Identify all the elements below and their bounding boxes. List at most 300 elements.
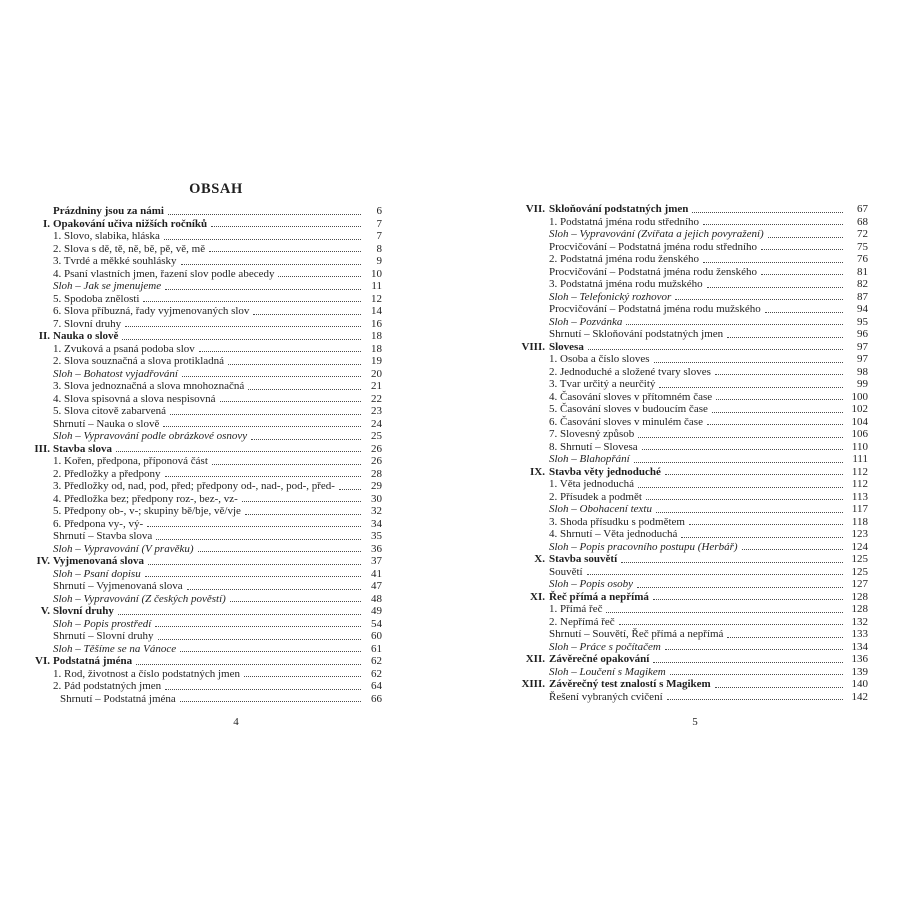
dot-leader [253, 314, 361, 315]
toc-entry [30, 218, 382, 231]
toc-entry-page: 54 [371, 617, 382, 630]
toc-entry [513, 328, 868, 341]
toc-title: OBSAH [189, 181, 243, 197]
dot-leader [659, 387, 843, 388]
dot-leader [165, 689, 361, 690]
dot-leader [653, 599, 843, 600]
toc-entry-text: Skloňování podstatných jmen [549, 203, 689, 215]
toc-entry-text: 3. Tvar určitý a neurčitý [549, 378, 656, 390]
toc-entry-page: 6 [376, 205, 382, 217]
toc-entry-page: 134 [851, 640, 868, 653]
toc-entry-text: 5. Spodoba znělosti [53, 292, 140, 305]
dot-leader [626, 324, 843, 325]
toc-entry-text: 4. Časování sloves v přítomném čase [549, 390, 713, 403]
toc-entry-page: 32 [371, 505, 382, 517]
dot-leader [621, 562, 843, 563]
toc-entry [30, 243, 382, 256]
dot-leader [667, 699, 843, 700]
toc-entry [513, 278, 868, 291]
toc-entry [513, 541, 868, 554]
toc-entry-text: 5. Předpony ob-, v-; skupiny bě/bje, vě/vje [53, 505, 241, 517]
dot-leader [646, 499, 843, 500]
toc-entry-text: 2. Předložky a předpony [53, 467, 161, 480]
toc-entry-page: 113 [851, 490, 868, 503]
dot-leader [692, 212, 843, 213]
dot-leader [211, 226, 361, 227]
toc-entry-page: 28 [371, 467, 382, 480]
toc-entry-roman-numeral: V. [40, 605, 50, 617]
toc-entry-roman-numeral: X. [534, 553, 545, 565]
toc-entry-page: 62 [371, 655, 382, 667]
toc-entry [30, 418, 382, 431]
dot-leader [727, 337, 843, 338]
toc-entry-roman-numeral: XI. [530, 590, 545, 603]
toc-entry-text: Sloh – Loučení s Magikem [549, 665, 666, 678]
dot-leader [707, 287, 843, 288]
toc-entry-text: 3. Podstatná jména rodu mužského [549, 278, 703, 290]
dot-leader [158, 639, 361, 640]
toc-entry [513, 616, 868, 629]
toc-entry-page: 140 [851, 678, 868, 690]
dot-leader [712, 412, 843, 413]
dot-leader [715, 374, 843, 375]
toc-entry-text: Souvětí [549, 565, 583, 578]
toc-entry [30, 355, 382, 368]
toc-entry-page: 25 [371, 430, 382, 442]
toc-entry-page: 8 [376, 242, 382, 255]
toc-entry-page: 97 [857, 353, 868, 365]
toc-entry-text: Nauka o slově [53, 330, 119, 342]
toc-entry [30, 493, 382, 506]
toc-entry-text: 2. Podstatná jména rodu ženského [549, 253, 699, 265]
toc-entry-text: Prázdniny jsou za námi [53, 205, 164, 217]
toc-entry [513, 391, 868, 404]
dot-leader [689, 524, 843, 525]
toc-entry [30, 693, 382, 706]
toc-entry-page: 36 [371, 542, 382, 555]
toc-entry [513, 591, 868, 604]
toc-entry-page: 125 [851, 565, 868, 578]
toc-entry [513, 578, 868, 591]
toc-entry [513, 428, 868, 441]
dot-leader [209, 251, 361, 252]
toc-entry-text: 1. Věta jednoduchá [549, 478, 635, 490]
toc-entry-page: 14 [371, 305, 382, 317]
toc-entry-text: Podstatná jména [53, 655, 133, 667]
toc-entry-text: Sloh – Vypravování (Zvířata a jejich povyražení) [549, 228, 764, 240]
dot-leader [703, 262, 843, 263]
toc-entry [30, 630, 382, 643]
toc-entry [30, 268, 382, 281]
toc-entry-text: Shrnutí – Podstatná jména [60, 692, 176, 705]
toc-entry-text: Sloh – Blahopřání [549, 453, 630, 465]
dot-leader [278, 276, 361, 277]
toc-entry-page: 94 [857, 303, 868, 315]
toc-entry-text: Vyjmenovaná slova [53, 555, 144, 567]
toc-entry [30, 455, 382, 468]
toc-entry [513, 291, 868, 304]
toc-entry-page: 62 [371, 667, 382, 680]
toc-entry-text: Sloh – Obohacení textu [549, 503, 652, 515]
toc-entry [30, 668, 382, 681]
toc-entry [30, 680, 382, 693]
dot-leader [765, 312, 843, 313]
toc-entry [513, 691, 868, 704]
dot-leader [665, 474, 843, 475]
dot-leader [244, 676, 361, 677]
toc-entry [30, 480, 382, 493]
dot-leader [703, 224, 843, 225]
toc-entry-page: 110 [851, 440, 868, 453]
toc-entry-page: 76 [857, 253, 868, 265]
dot-leader [619, 624, 843, 625]
toc-entry [513, 466, 868, 479]
dot-leader [707, 424, 843, 425]
toc-entry-page: 82 [857, 278, 868, 290]
dot-leader [165, 289, 361, 290]
toc-entry-text: Procvičování – Podstatná jména rodu středního [549, 240, 758, 253]
toc-entry-page: 10 [371, 267, 382, 280]
toc-entry-page: 30 [371, 492, 382, 505]
toc-entry [513, 566, 868, 579]
page-number: 5 [692, 716, 698, 728]
toc-entry-text: 1. Kořen, předpona, příponová část [53, 455, 208, 467]
toc-entry-text: 6. Slova příbuzná, řady vyjmenovaných slov [53, 305, 250, 317]
toc-entry-page: 75 [857, 240, 868, 253]
toc-entry-page: 7 [376, 230, 382, 242]
toc-entry-page: 106 [851, 428, 868, 440]
toc-entry [30, 605, 382, 618]
toc-entry [513, 353, 868, 366]
dot-leader [761, 274, 843, 275]
toc-entry-text: Závěrečné opakování [549, 653, 650, 665]
toc-entry [30, 580, 382, 593]
toc-entry-text: Shrnutí – Souvětí, Řeč přímá a nepřímá [549, 628, 724, 640]
dot-leader [156, 539, 361, 540]
toc-entry-text: Sloh – Pozvánka [549, 315, 623, 328]
toc-entry-page: 99 [857, 378, 868, 390]
toc-entry [513, 628, 868, 641]
toc-entry-text: Stavba souvětí [549, 553, 618, 565]
toc-entry-text: Sloh – Popis pracovního postupu (Herbář) [549, 540, 738, 553]
toc-page-right [513, 203, 868, 703]
toc-entry-roman-numeral: VIII. [521, 340, 545, 353]
toc-entry-page: 41 [371, 567, 382, 580]
toc-entry [513, 303, 868, 316]
toc-entry-roman-numeral: I. [42, 217, 50, 230]
dot-leader [164, 239, 361, 240]
dot-leader [242, 501, 361, 502]
toc-entry [513, 478, 868, 491]
toc-entry-text: 2. Nepřímá řeč [549, 615, 615, 628]
toc-entry-page: 60 [371, 630, 382, 642]
dot-leader [761, 249, 843, 250]
dot-leader [148, 564, 361, 565]
dot-leader [230, 601, 361, 602]
toc-entry-page: 16 [371, 317, 382, 330]
toc-entry-page: 136 [851, 653, 868, 665]
dot-leader [136, 664, 361, 665]
toc-entry [513, 528, 868, 541]
toc-entry [513, 228, 868, 241]
dot-leader [638, 487, 843, 488]
toc-entry-page: 142 [851, 690, 868, 703]
dot-leader [118, 614, 361, 615]
toc-entry-text: Sloh – Jak se jmenujeme [53, 280, 162, 292]
toc-entry-text: 3. Shoda přísudku s podmětem [549, 515, 685, 528]
dot-leader [125, 326, 361, 327]
toc-entry [30, 205, 382, 218]
toc-entry-text: Slovní druhy [53, 605, 114, 617]
dot-leader [727, 637, 843, 638]
toc-entry [30, 505, 382, 518]
toc-entry [30, 368, 382, 381]
toc-entry [30, 318, 382, 331]
dot-leader [155, 626, 361, 627]
toc-entry-text: 1. Přímá řeč [549, 603, 603, 615]
toc-entry-text: Shrnutí – Stavba slova [53, 530, 153, 542]
toc-list [30, 205, 382, 705]
toc-entry-roman-numeral: VI. [35, 655, 50, 667]
toc-entry-text: Sloh – Vypravování podle obrázkové osnovy [53, 430, 248, 442]
toc-entry-page: 12 [371, 292, 382, 305]
toc-entry-page: 98 [857, 365, 868, 378]
dot-leader [716, 399, 843, 400]
dot-leader [245, 514, 361, 515]
dot-leader [212, 464, 361, 465]
toc-entry [513, 241, 868, 254]
toc-entry [30, 443, 382, 456]
toc-entry-text: 3. Předložky od, nad, pod, před; předpony od-, nad-, pod-, před- [53, 480, 335, 492]
toc-entry-page: 102 [851, 403, 868, 415]
toc-entry-roman-numeral: XIII. [521, 678, 545, 690]
toc-entry-page: 48 [371, 592, 382, 605]
toc-entry [30, 280, 382, 293]
dot-leader [670, 674, 843, 675]
dot-leader [180, 651, 361, 652]
toc-entry-text: 7. Slovní druhy [53, 317, 122, 330]
toc-entry-text: Závěrečný test znalostí s Magikem [549, 678, 711, 690]
toc-entry-page: 118 [851, 515, 868, 528]
dot-leader [116, 451, 361, 452]
toc-entry-text: Sloh – Popis prostředí [53, 617, 152, 630]
dot-leader [143, 301, 361, 302]
toc-entry-page: 124 [851, 540, 868, 553]
toc-entry-page: 34 [371, 517, 382, 530]
toc-entry [30, 230, 382, 243]
toc-entry [30, 555, 382, 568]
toc-entry-roman-numeral: III. [34, 442, 50, 455]
toc-entry-page: 11 [371, 280, 382, 292]
toc-entry-page: 29 [371, 480, 382, 492]
dot-leader [220, 401, 361, 402]
toc-entry-page: 139 [851, 665, 868, 678]
dot-leader [675, 299, 843, 300]
toc-entry-text: 4. Shrnutí – Věta jednoduchá [549, 528, 678, 540]
toc-entry-page: 18 [371, 342, 382, 355]
toc-entry-page: 72 [857, 228, 868, 240]
dot-leader [198, 551, 361, 552]
toc-entry-text: Stavba věty jednoduché [549, 465, 661, 478]
toc-entry-roman-numeral: VII. [525, 203, 545, 215]
toc-entry [30, 655, 382, 668]
toc-entry-text: 4. Slova spisovná a slova nespisovná [53, 392, 216, 405]
toc-entry-page: 123 [851, 528, 868, 540]
toc-entry-page: 128 [851, 603, 868, 615]
toc-entry [513, 378, 868, 391]
toc-entry [513, 403, 868, 416]
toc-entry-text: Řešení vybraných cvičení [549, 690, 663, 703]
toc-entry-page: 26 [371, 455, 382, 467]
toc-entry-page: 19 [371, 355, 382, 367]
toc-entry-text: 5. Slova citově zabarvená [53, 405, 167, 417]
toc-list [513, 203, 868, 703]
toc-entry [513, 341, 868, 354]
dot-leader [199, 351, 361, 352]
toc-entry-text: 4. Psaní vlastních jmen, řazení slov podle abecedy [53, 267, 275, 280]
toc-entry-roman-numeral: IX. [530, 465, 545, 478]
toc-entry-page: 87 [857, 290, 868, 303]
dot-leader [653, 662, 843, 663]
toc-entry-page: 21 [371, 380, 382, 392]
toc-entry-page: 9 [376, 255, 382, 267]
dot-leader [587, 574, 843, 575]
toc-entry [513, 503, 868, 516]
toc-entry-page: 64 [371, 680, 382, 692]
toc-entry [513, 441, 868, 454]
page-number: 4 [233, 716, 239, 728]
toc-entry-text: Sloh – Bohatost vyjadřování [53, 367, 178, 380]
toc-entry-page: 128 [851, 590, 868, 603]
toc-entry-text: 1. Osoba a číslo sloves [549, 353, 650, 365]
toc-entry-text: 6. Časování sloves v minulém čase [549, 415, 703, 428]
toc-entry-text: Shrnutí – Skloňování podstatných jmen [549, 328, 724, 340]
toc-entry-text: 2. Jednoduché a složené tvary sloves [549, 365, 711, 378]
dot-leader [634, 462, 843, 463]
dot-leader [165, 476, 361, 477]
toc-entry [513, 416, 868, 429]
dot-leader [251, 439, 361, 440]
toc-entry [30, 305, 382, 318]
toc-entry-page: 132 [851, 615, 868, 628]
toc-entry-page: 61 [371, 642, 382, 655]
toc-entry [513, 641, 868, 654]
toc-entry-text: 1. Slovo, slabika, hláska [53, 230, 160, 242]
toc-entry-page: 117 [851, 503, 868, 515]
toc-entry-text: Shrnutí – Vyjmenovaná slova [53, 580, 183, 592]
toc-entry [30, 430, 382, 443]
toc-entry-roman-numeral: IV. [36, 555, 50, 567]
dot-leader [638, 437, 843, 438]
toc-entry-page: 35 [371, 530, 382, 542]
toc-entry-text: Shrnutí – Slovní druhy [53, 630, 154, 642]
dot-leader [656, 512, 843, 513]
toc-entry-page: 37 [371, 555, 382, 567]
toc-entry-page: 81 [857, 265, 868, 278]
dot-leader [606, 612, 843, 613]
dot-leader [147, 526, 361, 527]
toc-entry-text: 7. Slovesný způsob [549, 428, 635, 440]
toc-entry [513, 553, 868, 566]
toc-entry [30, 593, 382, 606]
toc-entry [30, 293, 382, 306]
dot-leader [122, 339, 361, 340]
toc-entry-page: 125 [851, 553, 868, 565]
toc-entry-text: Sloh – Telefonický rozhovor [549, 290, 672, 303]
toc-entry-page: 7 [376, 217, 382, 230]
toc-entry [513, 678, 868, 691]
toc-entry-text: 4. Předložka bez; předpony roz-, bez-, vz- [53, 492, 238, 505]
toc-entry-text: Stavba slova [53, 442, 112, 455]
dot-leader [681, 537, 843, 538]
toc-entry-text: 2. Pád podstatných jmen [53, 680, 162, 692]
toc-entry [513, 653, 868, 666]
dot-leader [715, 687, 843, 688]
toc-entry-text: Shrnutí – Nauka o slově [53, 417, 160, 430]
dot-leader [170, 414, 361, 415]
toc-entry-text: Procvičování – Podstatná jména rodu mužského [549, 303, 761, 315]
toc-entry [30, 618, 382, 631]
toc-entry [513, 316, 868, 329]
toc-entry [513, 516, 868, 529]
toc-entry-roman-numeral: II. [38, 330, 50, 342]
toc-entry-text: Sloh – Popis osoby [549, 578, 634, 590]
dot-leader [248, 389, 361, 390]
toc-entry [513, 216, 868, 229]
toc-entry [513, 203, 868, 216]
toc-entry [513, 366, 868, 379]
dot-leader [228, 364, 361, 365]
toc-entry-text: Procvičování – Podstatná jména rodu ženského [549, 265, 758, 278]
toc-entry-text: 6. Předpona vy-, vý- [53, 517, 144, 530]
dot-leader [339, 489, 361, 490]
toc-entry-text: 8. Shrnutí – Slovesa [549, 440, 638, 453]
toc-entry [513, 603, 868, 616]
dot-leader [168, 214, 361, 215]
toc-entry-page: 95 [857, 315, 868, 328]
dot-leader [180, 701, 361, 702]
toc-entry-page: 133 [851, 628, 868, 640]
toc-entry [30, 568, 382, 581]
toc-entry-text: 1. Podstatná jména rodu středního [549, 215, 700, 228]
toc-entry [30, 393, 382, 406]
toc-entry-text: 3. Tvrdé a měkké souhlásky [53, 255, 177, 267]
toc-entry-page: 24 [371, 417, 382, 430]
toc-entry-page: 23 [371, 405, 382, 417]
dot-leader [768, 237, 843, 238]
toc-entry-page: 111 [852, 453, 868, 465]
toc-entry [30, 330, 382, 343]
toc-entry [513, 253, 868, 266]
toc-entry-text: 5. Časování sloves v budoucím čase [549, 403, 708, 415]
toc-entry-page: 20 [371, 367, 382, 380]
dot-leader [145, 576, 361, 577]
toc-entry-text: 1. Rod, životnost a číslo podstatných jmen [53, 667, 240, 680]
toc-entry-page: 96 [857, 328, 868, 340]
toc-entry [30, 543, 382, 556]
toc-entry [30, 380, 382, 393]
toc-entry-text: Sloh – Vypravování (Z českých pověstí) [53, 592, 226, 605]
toc-entry-page: 68 [857, 215, 868, 228]
toc-entry [30, 405, 382, 418]
toc-entry-page: 112 [851, 478, 868, 490]
toc-entry-page: 49 [371, 605, 382, 617]
toc-entry-text: 1. Zvuková a psaná podoba slov [53, 342, 195, 355]
toc-entry-page: 66 [371, 692, 382, 705]
dot-leader [181, 264, 361, 265]
toc-entry-text: Slovesa [549, 340, 584, 353]
toc-entry-page: 47 [371, 580, 382, 592]
